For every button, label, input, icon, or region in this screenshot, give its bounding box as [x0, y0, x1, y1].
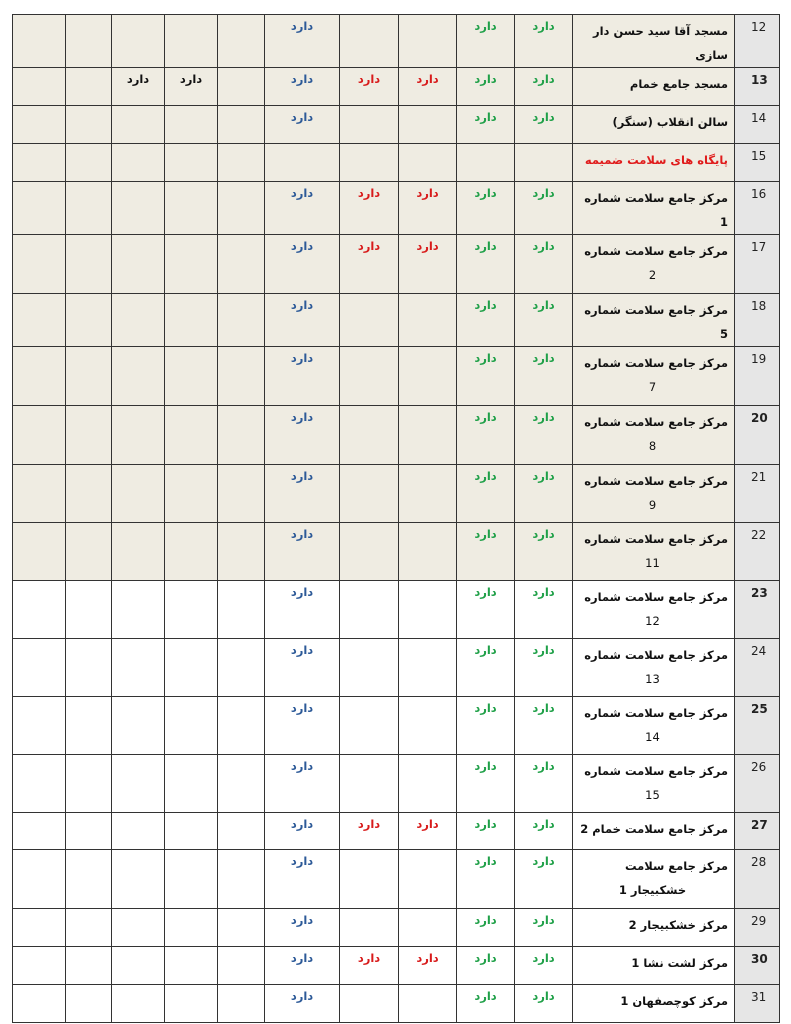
- row-number: 31: [735, 985, 780, 1023]
- empty-cell: [66, 406, 112, 465]
- status-green-1: دارد: [457, 106, 515, 144]
- facility-name-line1: مسجد جامع خمام: [629, 77, 728, 91]
- status-red-2: [399, 581, 457, 639]
- status-blue: دارد: [265, 909, 340, 947]
- status-red-1: دارد: [340, 68, 399, 106]
- facility-name: [573, 523, 735, 581]
- status-blue: دارد: [265, 813, 340, 850]
- status-black-1: [112, 144, 165, 182]
- facility-name: [573, 106, 735, 144]
- empty-cell: [13, 182, 66, 235]
- status-black-1: [112, 182, 165, 235]
- facility-name: [573, 144, 735, 182]
- status-green-1: دارد: [457, 347, 515, 406]
- facility-name-line2: 8: [648, 439, 657, 453]
- status-black-1: [112, 406, 165, 465]
- table-body: [13, 15, 780, 1023]
- status-black-2: [165, 639, 218, 697]
- facility-name-line1: مرکز کوچصفهان 1: [620, 994, 728, 1008]
- status-red-1: [340, 985, 399, 1023]
- table-row-17: [13, 235, 780, 294]
- empty-cell: [66, 947, 112, 985]
- status-green-1: دارد: [457, 909, 515, 947]
- empty-cell: [66, 144, 112, 182]
- status-black-2: [165, 523, 218, 581]
- empty-cell: [218, 639, 265, 697]
- table-row-23: [13, 581, 780, 639]
- empty-cell: [66, 15, 112, 68]
- row-number: 13: [735, 68, 780, 106]
- status-red-2: [399, 15, 457, 68]
- status-green-1: دارد: [457, 755, 515, 813]
- status-red-2: دارد: [399, 68, 457, 106]
- status-green-2: دارد: [515, 182, 573, 235]
- empty-cell: [13, 347, 66, 406]
- status-black-1: [112, 15, 165, 68]
- empty-cell: [218, 235, 265, 294]
- status-red-1: دارد: [340, 813, 399, 850]
- status-blue: دارد: [265, 697, 340, 755]
- empty-cell: [66, 68, 112, 106]
- status-green-2: دارد: [515, 235, 573, 294]
- status-red-2: [399, 406, 457, 465]
- status-green-2: دارد: [515, 68, 573, 106]
- status-green-2: دارد: [515, 909, 573, 947]
- status-black-1: [112, 813, 165, 850]
- facility-name-line1: مرکز جامع سلامت شماره: [584, 590, 728, 604]
- empty-cell: [66, 523, 112, 581]
- status-blue: دارد: [265, 15, 340, 68]
- empty-cell: [66, 755, 112, 813]
- empty-cell: [66, 813, 112, 850]
- empty-cell: [218, 985, 265, 1023]
- status-green-1: دارد: [457, 581, 515, 639]
- status-red-2: دارد: [399, 813, 457, 850]
- row-number: 22: [735, 523, 780, 581]
- status-red-2: [399, 639, 457, 697]
- facility-name: [573, 985, 735, 1023]
- facility-name-line2: 7: [648, 380, 657, 394]
- status-red-1: [340, 15, 399, 68]
- facility-name: [573, 406, 735, 465]
- status-green-2: [515, 144, 573, 182]
- table-row-12: [13, 15, 780, 68]
- empty-cell: [13, 406, 66, 465]
- table-row-31: [13, 985, 780, 1023]
- facility-name: [573, 465, 735, 523]
- empty-cell: [66, 697, 112, 755]
- status-red-2: [399, 850, 457, 909]
- empty-cell: [13, 144, 66, 182]
- empty-cell: [13, 68, 66, 106]
- facility-name-line2: 12: [645, 614, 660, 628]
- table-row-30: [13, 947, 780, 985]
- facility-name: [573, 639, 735, 697]
- facility-name-line2: 2: [648, 268, 657, 282]
- row-number: 30: [735, 947, 780, 985]
- status-red-2: دارد: [399, 182, 457, 235]
- table-row-29: [13, 909, 780, 947]
- status-green-1: دارد: [457, 813, 515, 850]
- empty-cell: [218, 465, 265, 523]
- facility-name: [573, 813, 735, 850]
- empty-cell: [218, 947, 265, 985]
- facility-name-line1: مرکز جامع سلامت شماره: [584, 474, 728, 488]
- status-red-1: [340, 639, 399, 697]
- status-green-1: دارد: [457, 15, 515, 68]
- table-row-15: [13, 144, 780, 182]
- row-number: 29: [735, 909, 780, 947]
- status-black-2: [165, 581, 218, 639]
- row-number: 28: [735, 850, 780, 909]
- status-blue: دارد: [265, 465, 340, 523]
- row-number: 27: [735, 813, 780, 850]
- table-row-16: [13, 182, 780, 235]
- status-red-2: [399, 106, 457, 144]
- table-row-25: [13, 697, 780, 755]
- status-black-1: [112, 294, 165, 347]
- status-green-2: دارد: [515, 755, 573, 813]
- facility-name: [573, 347, 735, 406]
- row-number: 25: [735, 697, 780, 755]
- status-green-1: دارد: [457, 465, 515, 523]
- status-black-1: دارد: [112, 68, 165, 106]
- status-black-2: [165, 106, 218, 144]
- empty-cell: [13, 523, 66, 581]
- status-black-2: دارد: [165, 68, 218, 106]
- empty-cell: [66, 909, 112, 947]
- status-green-1: دارد: [457, 235, 515, 294]
- status-blue: دارد: [265, 406, 340, 465]
- status-red-2: [399, 755, 457, 813]
- facility-name: [573, 755, 735, 813]
- status-blue: دارد: [265, 347, 340, 406]
- facility-name: [573, 947, 735, 985]
- empty-cell: [13, 755, 66, 813]
- status-blue: دارد: [265, 850, 340, 909]
- status-black-1: [112, 523, 165, 581]
- empty-cell: [66, 347, 112, 406]
- row-number: 21: [735, 465, 780, 523]
- status-black-2: [165, 813, 218, 850]
- status-red-2: [399, 144, 457, 182]
- status-green-1: دارد: [457, 68, 515, 106]
- facility-name-line1: مرکز خشکبیجار 2: [628, 918, 728, 932]
- facility-name-line1: مرکز جامع سلامت شماره: [584, 244, 728, 258]
- empty-cell: [218, 523, 265, 581]
- facility-name-line1: مرکز جامع سلامت شماره: [584, 415, 728, 429]
- status-red-2: [399, 465, 457, 523]
- status-red-1: [340, 406, 399, 465]
- status-red-1: [340, 106, 399, 144]
- empty-cell: [13, 465, 66, 523]
- status-green-2: دارد: [515, 639, 573, 697]
- table-row-26: [13, 755, 780, 813]
- status-black-2: [165, 755, 218, 813]
- status-green-1: دارد: [457, 406, 515, 465]
- empty-cell: [218, 406, 265, 465]
- table-row-24: [13, 639, 780, 697]
- status-black-1: [112, 755, 165, 813]
- empty-cell: [13, 813, 66, 850]
- empty-cell: [218, 15, 265, 68]
- status-green-1: دارد: [457, 947, 515, 985]
- status-black-1: [112, 697, 165, 755]
- status-black-2: [165, 347, 218, 406]
- facility-name-line2: 11: [645, 556, 660, 570]
- row-number: 20: [735, 406, 780, 465]
- status-black-1: [112, 581, 165, 639]
- facility-name-line1: مرکز جامع سلامت شماره: [584, 356, 728, 370]
- status-green-1: دارد: [457, 294, 515, 347]
- status-blue: دارد: [265, 947, 340, 985]
- status-green-1: دارد: [457, 182, 515, 235]
- status-black-2: [165, 294, 218, 347]
- empty-cell: [13, 15, 66, 68]
- status-black-2: [165, 406, 218, 465]
- row-number: 18: [735, 294, 780, 347]
- status-green-1: دارد: [457, 850, 515, 909]
- empty-cell: [13, 697, 66, 755]
- status-black-1: [112, 347, 165, 406]
- status-black-2: [165, 985, 218, 1023]
- empty-cell: [66, 106, 112, 144]
- facility-name-line2: 9: [648, 498, 657, 512]
- status-red-2: [399, 523, 457, 581]
- empty-cell: [218, 813, 265, 850]
- status-green-2: دارد: [515, 523, 573, 581]
- table-row-14: [13, 106, 780, 144]
- facility-name-line1: مرکز جامع سلامت شماره: [584, 532, 728, 546]
- status-green-1: [457, 144, 515, 182]
- status-red-1: [340, 581, 399, 639]
- status-green-2: دارد: [515, 581, 573, 639]
- empty-cell: [66, 581, 112, 639]
- status-blue: دارد: [265, 235, 340, 294]
- facility-name-line1: مسجد آقا سید حسن دار سازی: [592, 24, 728, 62]
- status-red-1: [340, 850, 399, 909]
- status-red-1: دارد: [340, 182, 399, 235]
- status-black-2: [165, 144, 218, 182]
- row-number: 12: [735, 15, 780, 68]
- status-green-2: دارد: [515, 850, 573, 909]
- row-number: 24: [735, 639, 780, 697]
- empty-cell: [218, 106, 265, 144]
- table-row-27: [13, 813, 780, 850]
- row-number: 17: [735, 235, 780, 294]
- status-black-1: [112, 465, 165, 523]
- empty-cell: [13, 235, 66, 294]
- empty-cell: [13, 947, 66, 985]
- status-green-1: دارد: [457, 985, 515, 1023]
- status-blue: دارد: [265, 523, 340, 581]
- status-blue: دارد: [265, 985, 340, 1023]
- facility-name-line1: مرکز جامع سلامت شماره: [584, 706, 728, 720]
- table-row-19: [13, 347, 780, 406]
- status-black-2: [165, 697, 218, 755]
- status-green-2: دارد: [515, 697, 573, 755]
- facility-name-line1: مرکز جامع سلامت شماره: [584, 764, 728, 778]
- empty-cell: [13, 581, 66, 639]
- status-black-2: [165, 182, 218, 235]
- status-black-1: [112, 947, 165, 985]
- status-red-2: دارد: [399, 235, 457, 294]
- status-red-1: [340, 523, 399, 581]
- status-black-1: [112, 985, 165, 1023]
- status-blue: دارد: [265, 106, 340, 144]
- status-black-2: [165, 465, 218, 523]
- empty-cell: [66, 182, 112, 235]
- status-red-2: [399, 697, 457, 755]
- facility-name-line1: مرکز جامع سلامت شماره 1: [584, 191, 728, 229]
- status-black-2: [165, 15, 218, 68]
- empty-cell: [218, 850, 265, 909]
- status-green-2: دارد: [515, 15, 573, 68]
- facility-name-line1: مرکز جامع سلامت خمام 2: [580, 822, 728, 836]
- facility-name: [573, 68, 735, 106]
- facility-name: [573, 581, 735, 639]
- facility-name-line1: پایگاه های سلامت ضمیمه: [584, 153, 728, 167]
- empty-cell: [66, 294, 112, 347]
- empty-cell: [13, 294, 66, 347]
- empty-cell: [66, 985, 112, 1023]
- status-blue: دارد: [265, 581, 340, 639]
- status-red-1: [340, 347, 399, 406]
- facility-name: [573, 850, 735, 909]
- table-row-20: [13, 406, 780, 465]
- status-red-1: [340, 909, 399, 947]
- row-number: 26: [735, 755, 780, 813]
- empty-cell: [218, 68, 265, 106]
- facility-name: [573, 182, 735, 235]
- table-row-21: [13, 465, 780, 523]
- status-black-1: [112, 639, 165, 697]
- facility-name-line2: 13: [645, 672, 660, 686]
- status-red-1: [340, 465, 399, 523]
- status-red-2: [399, 985, 457, 1023]
- empty-cell: [218, 182, 265, 235]
- facility-name-line1: مرکز جامع سلامت شماره 5: [584, 303, 728, 341]
- status-green-1: دارد: [457, 639, 515, 697]
- facility-name-line2: 15: [645, 788, 660, 802]
- status-green-2: دارد: [515, 106, 573, 144]
- status-red-2: دارد: [399, 947, 457, 985]
- empty-cell: [66, 465, 112, 523]
- status-blue: دارد: [265, 68, 340, 106]
- status-green-2: دارد: [515, 985, 573, 1023]
- status-red-1: [340, 294, 399, 347]
- facility-name-line1: مرکز جامع سلامت: [624, 859, 728, 873]
- facility-name-line1: مرکز لشت نشا 1: [631, 956, 728, 970]
- status-green-2: دارد: [515, 294, 573, 347]
- empty-cell: [218, 909, 265, 947]
- row-number: 19: [735, 347, 780, 406]
- empty-cell: [66, 850, 112, 909]
- status-black-1: [112, 850, 165, 909]
- status-black-2: [165, 909, 218, 947]
- status-black-2: [165, 850, 218, 909]
- status-green-2: دارد: [515, 347, 573, 406]
- empty-cell: [218, 581, 265, 639]
- table-row-28: [13, 850, 780, 909]
- facility-name: [573, 909, 735, 947]
- empty-cell: [218, 144, 265, 182]
- status-blue: دارد: [265, 755, 340, 813]
- empty-cell: [218, 697, 265, 755]
- table-row-18: [13, 294, 780, 347]
- facility-name-line1: مرکز جامع سلامت شماره: [584, 648, 728, 662]
- facility-name: [573, 697, 735, 755]
- empty-cell: [218, 347, 265, 406]
- row-number: 23: [735, 581, 780, 639]
- status-blue: دارد: [265, 182, 340, 235]
- row-number: 14: [735, 106, 780, 144]
- status-black-1: [112, 909, 165, 947]
- status-red-1: [340, 697, 399, 755]
- empty-cell: [66, 639, 112, 697]
- status-black-1: [112, 106, 165, 144]
- table-row-13: [13, 68, 780, 106]
- status-black-2: [165, 235, 218, 294]
- status-blue: دارد: [265, 294, 340, 347]
- status-green-2: دارد: [515, 813, 573, 850]
- status-black-2: [165, 947, 218, 985]
- empty-cell: [13, 985, 66, 1023]
- empty-cell: [13, 850, 66, 909]
- facility-name-line2: خشکبیجار 1: [618, 883, 687, 897]
- empty-cell: [13, 909, 66, 947]
- status-red-1: دارد: [340, 235, 399, 294]
- facility-name: [573, 294, 735, 347]
- empty-cell: [66, 235, 112, 294]
- status-red-1: [340, 144, 399, 182]
- status-blue: [265, 144, 340, 182]
- empty-cell: [218, 755, 265, 813]
- status-green-2: دارد: [515, 406, 573, 465]
- status-green-2: دارد: [515, 947, 573, 985]
- status-green-1: دارد: [457, 697, 515, 755]
- status-green-1: دارد: [457, 523, 515, 581]
- status-black-1: [112, 235, 165, 294]
- status-red-1: دارد: [340, 947, 399, 985]
- status-red-2: [399, 294, 457, 347]
- facility-name: [573, 15, 735, 68]
- table-row-22: [13, 523, 780, 581]
- status-green-2: دارد: [515, 465, 573, 523]
- empty-cell: [13, 639, 66, 697]
- empty-cell: [13, 106, 66, 144]
- status-red-2: [399, 347, 457, 406]
- row-number: 15: [735, 144, 780, 182]
- status-blue: دارد: [265, 639, 340, 697]
- facilities-table: [12, 14, 780, 1023]
- empty-cell: [218, 294, 265, 347]
- status-red-1: [340, 755, 399, 813]
- status-red-2: [399, 909, 457, 947]
- row-number: 16: [735, 182, 780, 235]
- facility-name: [573, 235, 735, 294]
- facility-name-line2: 14: [645, 730, 660, 744]
- facility-name-line1: سالن انقلاب (سنگر): [612, 115, 728, 129]
